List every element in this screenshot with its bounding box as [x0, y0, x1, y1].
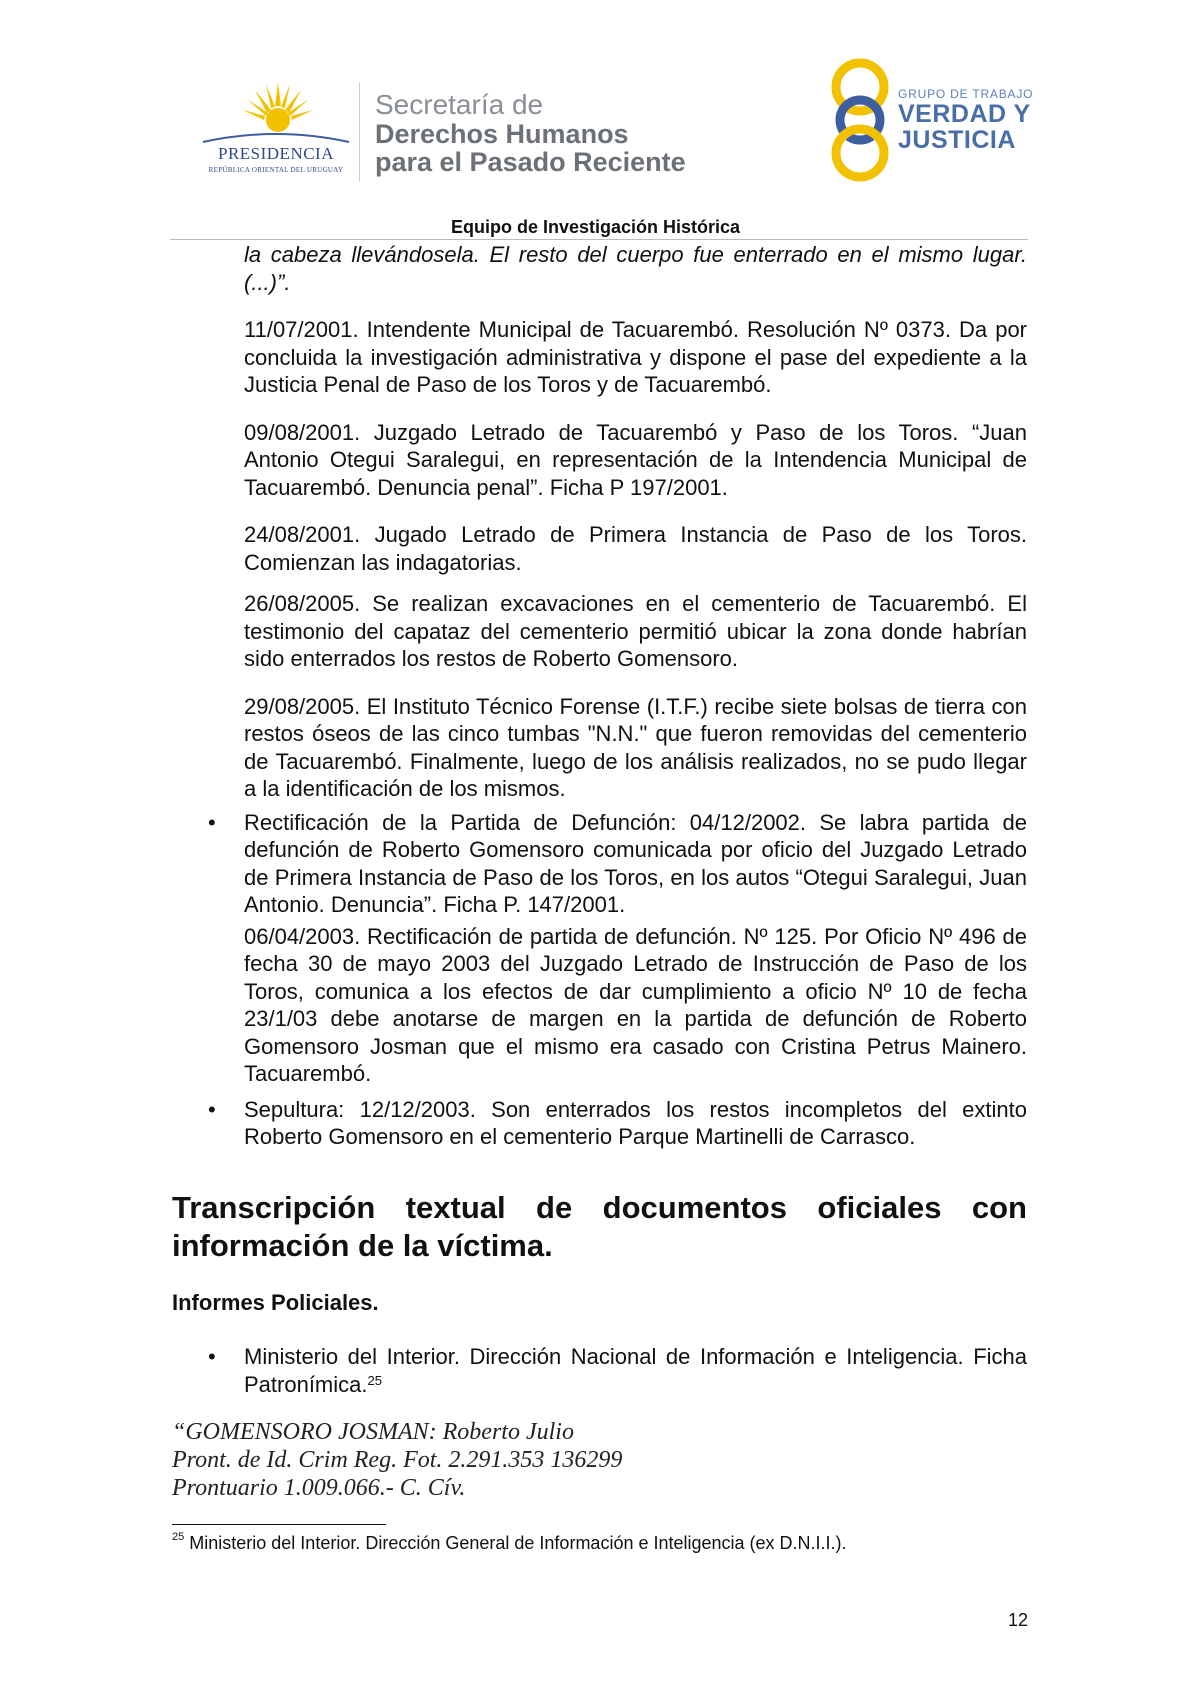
list-item	[208, 809, 1027, 1088]
header-divider	[359, 82, 360, 182]
section-heading: Transcripción textual de documentos oficiales con información de la víctima.	[172, 1190, 1027, 1263]
bullet-icon: •	[208, 809, 216, 835]
page-header	[0, 0, 1191, 240]
header-rule	[170, 239, 1028, 240]
list-item	[208, 1096, 1027, 1151]
gvj-line-2: VERDAD Y	[898, 100, 1031, 128]
quote-line-3: Prontuario 1.009.066.- C. Cív.	[172, 1475, 466, 1501]
sun-icon	[241, 80, 316, 135]
page-number: 12	[1008, 1610, 1029, 1630]
police-record-quote	[172, 1418, 622, 1502]
footnote-reference[interactable]: 25	[367, 1373, 382, 1388]
presidencia-logo	[196, 80, 356, 180]
footnote-text: Ministerio del Interior. Dirección General de Información e Inteligencia (ex D.N.I.I.).	[189, 1533, 847, 1553]
verdad-justicia-text	[898, 87, 1033, 153]
quote-line-2: Pront. de Id. Crim Reg. Fot. 2.291.353 136299	[172, 1447, 623, 1473]
bullet-icon: •	[208, 1344, 216, 1369]
secretaria-line-1: Secretaría de	[375, 89, 544, 120]
paragraph-quote-end: la cabeza llevándosela. El resto del cuerpo fue enterrado en el mismo lugar. (...)”.	[244, 242, 1027, 295]
list-item	[208, 1343, 1027, 1399]
footnote-rule	[172, 1524, 386, 1525]
secretaria-line-2: Derechos Humanos	[375, 119, 629, 149]
bullet-rectificacion-2003: 06/04/2003. Rectificación de partida de defunción. Nº 125. Por Oficio Nº 496 de fecha 30 de mayo 2003 del Juzgado Letrado de Instrucción de Paso de los Toros, comunica a los efectos de dar cumplimiento a oficio Nº 10 de fecha 23/1/03 debe anotarse de margen en la partida de defunción de Roberto Gomensoro Josman que el mismo era casado con Cristina Petrus Mainero. Tacuarembó.	[244, 923, 1027, 1086]
paragraph-2001-08-09: 09/08/2001. Juzgado Letrado de Tacuarembó y Paso de los Toros. “Juan Antonio Otegui Saralegui, en representación de la Intendencia Municipal de Tacuarembó. Denuncia penal”. Ficha P 197/2001.	[244, 419, 1027, 500]
presidencia-subtitle: REPÚBLICA ORIENTAL DEL URUGUAY	[208, 166, 344, 174]
secretaria-line-3: para el Pasado Reciente	[375, 147, 686, 177]
footnote	[172, 1533, 847, 1554]
footnote-number: 25	[172, 1531, 185, 1543]
bullet-sepultura: Sepultura: 12/12/2003. Son enterrados los restos incompletos del extinto Roberto Gomensoro en el cementerio Parque Martinelli de Carrasco.	[244, 1096, 1027, 1149]
arc-decoration	[201, 130, 351, 144]
bullet-icon: •	[208, 1096, 216, 1122]
quote-line-1: “GOMENSORO JOSMAN: Roberto Julio	[172, 1419, 574, 1445]
paragraph-2001-07-11: 11/07/2001. Intendente Municipal de Tacuarembó. Resolución Nº 0373. Da por concluida la investigación administrativa y dispone el pase del expediente a la Justicia Penal de Paso de los Toros y de Tacuarembó.	[244, 317, 1027, 397]
paragraph-2001-08-24: 24/08/2001. Jugado Letrado de Primera Instancia de Paso de los Toros. Comienzan las indagatorias.	[244, 522, 1027, 575]
gvj-line-1: GRUPO DE TRABAJO	[898, 87, 1034, 101]
secretaria-logo-text	[375, 90, 686, 176]
gvj-line-3: JUSTICIA	[898, 126, 1016, 154]
bullet-rectificacion: Rectificación de la Partida de Defunción: 04/12/2002. Se labra partida de defunción de Roberto Gomensoro comunicada por oficio del Juzgado Letrado de Primera Instancia de Paso de los Toros, en los autos “Otegui Saralegui, Juan Antonio. Denuncia”. Ficha P. 147/2001.	[244, 809, 1027, 917]
section-subheading: Informes Policiales.	[172, 1290, 379, 1315]
team-title: Equipo de Investigación Histórica	[450, 217, 741, 237]
paragraph-2005-08-26: 26/08/2005. Se realizan excavaciones en el cementerio de Tacuarembó. El testimonio del capataz del cementerio permitió ubicar la zona donde habrían sido enterrados los restos de Roberto Gomensoro.	[244, 591, 1027, 671]
bullet-ministerio: Ministerio del Interior. Dirección Nacional de Información e Inteligencia. Ficha Patronímica.	[244, 1344, 1027, 1397]
body-content	[208, 241, 1027, 1151]
presidencia-name: PRESIDENCIA	[217, 144, 334, 163]
paragraph-2005-08-29: 29/08/2005. El Instituto Técnico Forense (I.T.F.) recibe siete bolsas de tierra con restos óseos de las cinco tumbas "N.N." que fueron removidas del cementerio de Tacuarembó. Finalmente, luego de los análisis realizados, no se pudo llegar a la identificación de los mismos.	[244, 693, 1027, 801]
